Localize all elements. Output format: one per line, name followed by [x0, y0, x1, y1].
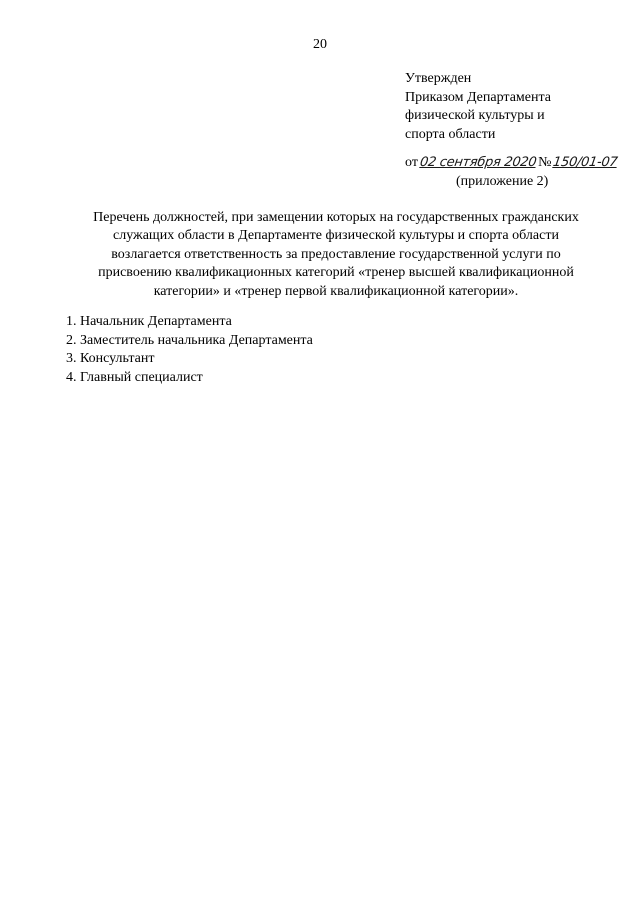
heading-line: присвоению квалификационных категорий «тренер высшей квалификационной	[98, 265, 574, 281]
heading-line: возлагается ответственность за предоставление государственной услуги по	[111, 246, 561, 262]
list-item: 1. Начальник Департамента	[66, 314, 232, 329]
approval-block	[405, 70, 551, 144]
order-reference	[405, 155, 617, 171]
order-date-handwritten: 02 сентября 2020	[418, 155, 538, 170]
list-item: 4. Главный специалист	[66, 369, 203, 385]
attachment-label: (приложение 2)	[456, 174, 549, 189]
approval-line: спорта области	[405, 126, 496, 142]
heading-line: категории» и «тренер первой квалификационной категории».	[153, 283, 519, 299]
approval-line: физической культуры и	[405, 108, 545, 123]
order-number-sign: №	[538, 155, 552, 170]
heading-line: служащих области в Департаменте физической культуры и спорта области	[113, 228, 559, 244]
order-number-handwritten: 150/01-07	[551, 155, 618, 170]
page-number: 20	[313, 37, 327, 52]
heading-line: Перечень должностей, при замещении которых на государственных гражданских	[93, 210, 579, 225]
approval-line: Приказом Департамента	[405, 89, 551, 105]
positions-list	[66, 313, 313, 387]
document-heading	[58, 209, 614, 301]
list-item: 2. Заместитель начальника Департамента	[66, 332, 313, 348]
approval-line: Утвержден	[405, 71, 472, 86]
list-item: 3. Консультант	[66, 351, 155, 367]
order-prefix: от	[405, 155, 418, 170]
